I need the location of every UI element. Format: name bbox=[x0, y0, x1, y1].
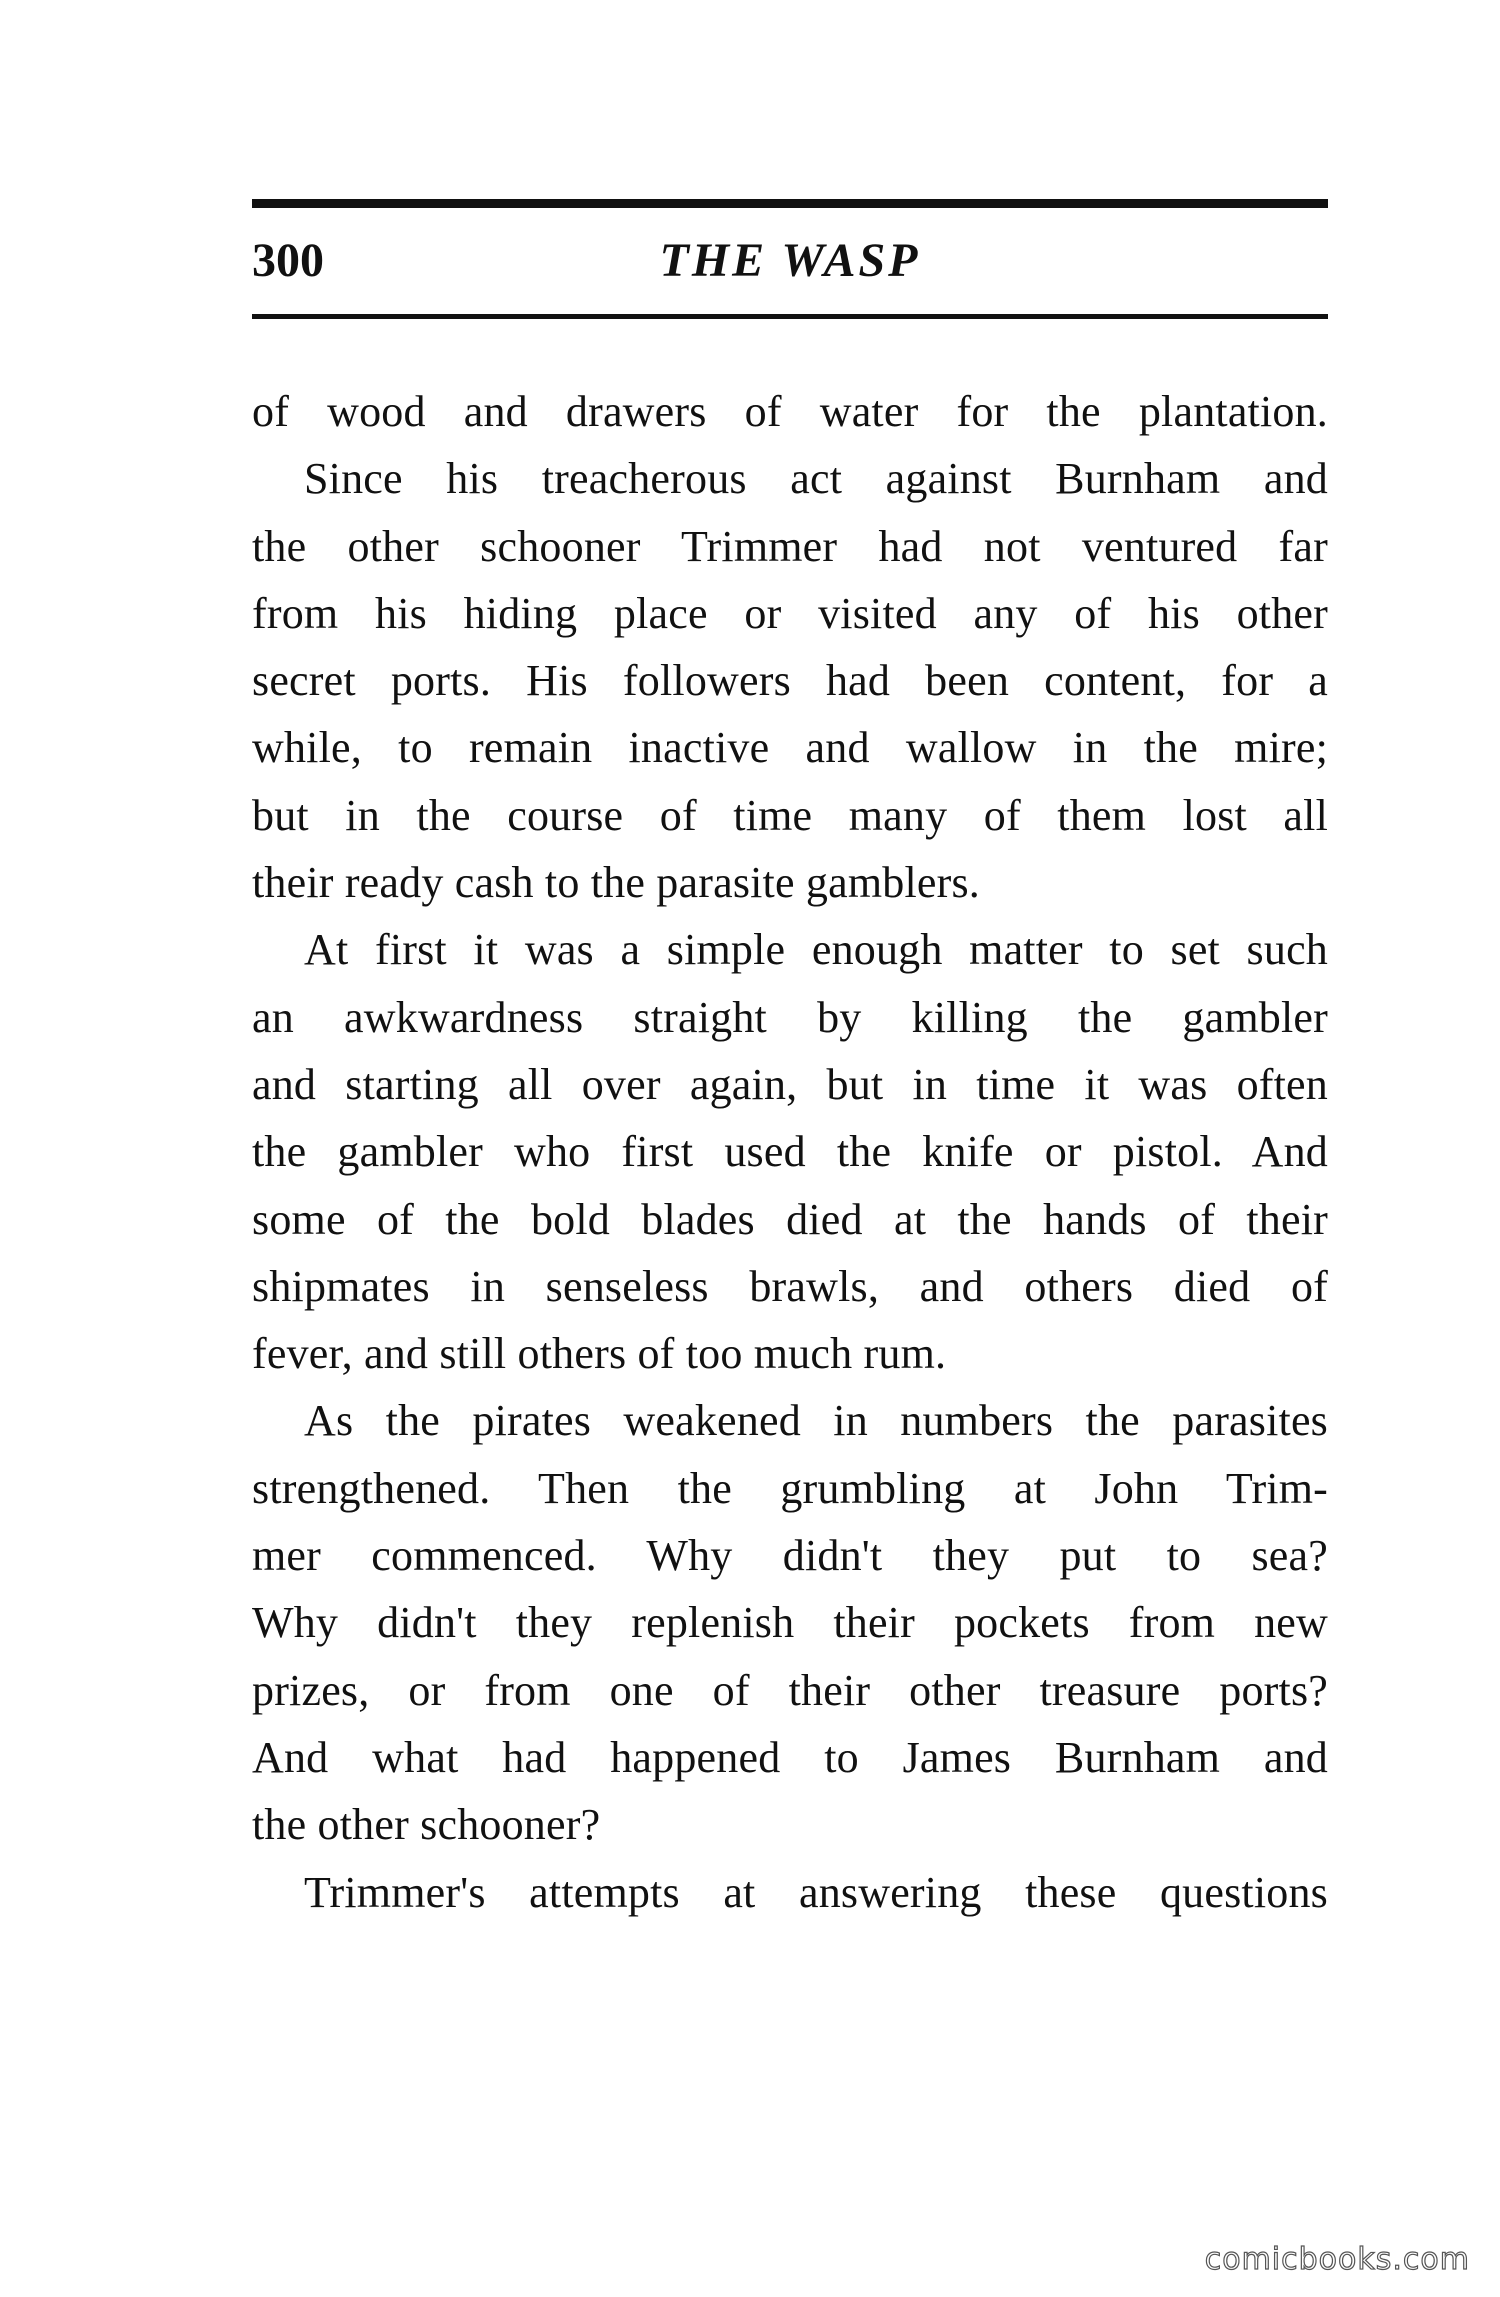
text-line: some of the bold blades died at the hands of their bbox=[252, 1194, 1328, 1244]
header-rule-bottom bbox=[252, 314, 1328, 319]
text-line: Trimmer's attempts at answering these questions bbox=[304, 1867, 1328, 1917]
text-line: secret ports. His followers had been content, for a bbox=[252, 656, 1328, 706]
text-line: the gambler who first used the knife or pistol. And bbox=[252, 1127, 1328, 1177]
text-line: prizes, or from one of their other treasure ports? bbox=[252, 1665, 1328, 1715]
header-rule-top bbox=[252, 199, 1328, 208]
running-title: THE WASP bbox=[659, 234, 921, 287]
text-line: and starting all over again, but in time it was often bbox=[252, 1059, 1328, 1109]
text-line: fever, and still others of too much rum. bbox=[252, 1329, 947, 1379]
text-line: And what had happened to James Burnham and bbox=[252, 1732, 1328, 1782]
body-text bbox=[252, 378, 1328, 1926]
text-line: an awkwardness straight by killing the gambler bbox=[252, 992, 1328, 1042]
text-line: but in the course of time many of them lost all bbox=[252, 790, 1328, 840]
text-line: mer commenced. Why didn't they put to sea? bbox=[252, 1531, 1328, 1581]
text-line: Since his treacherous act against Burnham and bbox=[304, 454, 1328, 504]
text-line: Why didn't they replenish their pockets from new bbox=[252, 1598, 1328, 1648]
text-line: of wood and drawers of water for the plantation. bbox=[252, 387, 1328, 436]
text-line: from his hiding place or visited any of his other bbox=[252, 588, 1328, 638]
text-line: As the pirates weakened in numbers the parasites bbox=[304, 1396, 1328, 1446]
page-number: 300 bbox=[252, 234, 324, 287]
running-head bbox=[252, 226, 1328, 296]
text-line: strengthened. Then the grumbling at John Trim- bbox=[252, 1463, 1328, 1513]
watermark: comicbooks.com bbox=[1204, 2242, 1470, 2277]
text-line: their ready cash to the parasite gamblers. bbox=[252, 858, 980, 908]
text-line: At first it was a simple enough matter to set such bbox=[304, 925, 1328, 975]
text-line: the other schooner Trimmer had not ventured far bbox=[252, 521, 1328, 571]
text-line: the other schooner? bbox=[252, 1800, 601, 1850]
text-line: while, to remain inactive and wallow in the mire; bbox=[252, 723, 1328, 773]
text-line: shipmates in senseless brawls, and others died of bbox=[252, 1261, 1328, 1311]
